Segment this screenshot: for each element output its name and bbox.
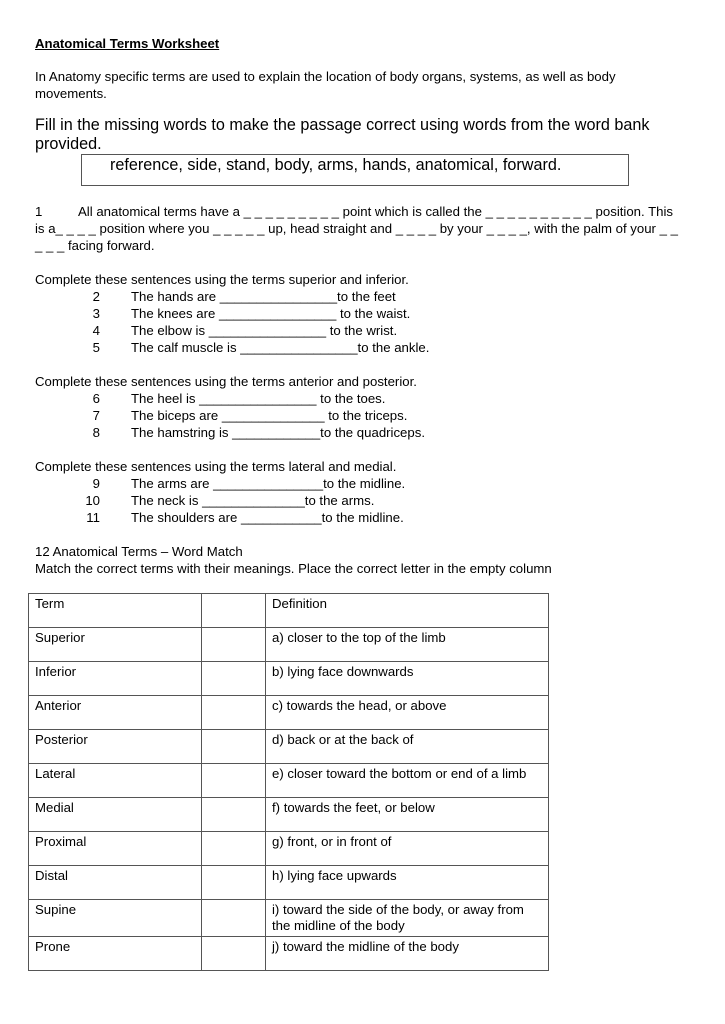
definition-cell: a) closer to the top of the limb bbox=[266, 628, 549, 662]
definition-cell: g) front, or in front of bbox=[266, 832, 549, 866]
table-row bbox=[29, 866, 549, 900]
table-row bbox=[29, 628, 549, 662]
word-bank-box: reference, side, stand, body, arms, hands, anatomical, forward. bbox=[81, 154, 629, 186]
answer-cell[interactable] bbox=[202, 832, 266, 866]
question-text: The shoulders are ___________to the midline. bbox=[131, 510, 404, 525]
term-cell: Posterior bbox=[29, 730, 202, 764]
question-number: 10 bbox=[85, 493, 100, 508]
table-row bbox=[29, 730, 549, 764]
question-number: 3 bbox=[92, 306, 100, 321]
question-row bbox=[35, 288, 685, 305]
question-number: 7 bbox=[92, 408, 100, 423]
question-text: The hands are ________________to the feet bbox=[131, 289, 396, 304]
table-header-row bbox=[29, 594, 549, 628]
term-cell: Prone bbox=[29, 937, 202, 971]
term-header: Term bbox=[29, 594, 202, 628]
question-row bbox=[35, 305, 685, 322]
worksheet-page bbox=[35, 36, 685, 577]
question-row bbox=[35, 407, 685, 424]
answer-cell[interactable] bbox=[202, 900, 266, 937]
question-number: 4 bbox=[92, 323, 100, 338]
definition-cell: j) toward the midline of the body bbox=[266, 937, 549, 971]
section-instructions: Complete these sentences using the terms anterior and posterior. bbox=[35, 374, 417, 389]
question-text: The biceps are ______________ to the triceps. bbox=[131, 408, 408, 423]
question-row bbox=[35, 322, 685, 339]
question-number: 9 bbox=[92, 476, 100, 491]
word-match-table bbox=[28, 593, 549, 971]
term-cell: Medial bbox=[29, 798, 202, 832]
question-row bbox=[35, 475, 685, 492]
term-cell: Lateral bbox=[29, 764, 202, 798]
table-row bbox=[29, 900, 549, 937]
definition-cell: h) lying face upwards bbox=[266, 866, 549, 900]
question-1 bbox=[35, 203, 685, 254]
definition-cell: e) closer toward the bottom or end of a limb bbox=[266, 764, 549, 798]
definition-cell: i) toward the side of the body, or away from the midline of the body bbox=[266, 900, 549, 937]
table-row bbox=[29, 764, 549, 798]
definition-header: Definition bbox=[266, 594, 549, 628]
answer-cell[interactable] bbox=[202, 696, 266, 730]
question-text: The hamstring is ____________to the quadriceps. bbox=[131, 425, 425, 440]
question-1-number: 1 bbox=[35, 204, 43, 219]
table-row bbox=[29, 937, 549, 971]
question-number: 8 bbox=[92, 425, 100, 440]
question-text: The elbow is ________________ to the wrist. bbox=[131, 323, 398, 338]
term-cell: Proximal bbox=[29, 832, 202, 866]
answer-cell[interactable] bbox=[202, 937, 266, 971]
table-row bbox=[29, 662, 549, 696]
section-instructions: Complete these sentences using the terms superior and inferior. bbox=[35, 272, 409, 287]
definition-cell: b) lying face downwards bbox=[266, 662, 549, 696]
question-number: 11 bbox=[86, 510, 100, 525]
question-number: 6 bbox=[92, 391, 100, 406]
answer-cell[interactable] bbox=[202, 798, 266, 832]
question-row bbox=[35, 390, 685, 407]
question-text: The neck is ______________to the arms. bbox=[131, 493, 375, 508]
term-cell: Anterior bbox=[29, 696, 202, 730]
table-row bbox=[29, 832, 549, 866]
question-text: The knees are ________________ to the waist. bbox=[131, 306, 411, 321]
table-row bbox=[29, 696, 549, 730]
word-match-title: 12 Anatomical Terms – Word Match bbox=[35, 544, 243, 559]
answer-cell[interactable] bbox=[202, 730, 266, 764]
term-cell: Distal bbox=[29, 866, 202, 900]
section-instructions: Complete these sentences using the terms lateral and medial. bbox=[35, 459, 397, 474]
question-text: The arms are _______________to the midline. bbox=[131, 476, 406, 491]
term-cell: Supine bbox=[29, 900, 202, 937]
question-row bbox=[35, 424, 685, 441]
word-match-instructions: Match the correct terms with their meanings. Place the correct letter in the empty column bbox=[35, 561, 552, 576]
fill-in-heading: Fill in the missing words to make the passage correct using words from the word bank provided. bbox=[35, 116, 650, 153]
table-row bbox=[29, 798, 549, 832]
term-cell: Superior bbox=[29, 628, 202, 662]
question-text: The heel is ________________ to the toes. bbox=[131, 391, 386, 406]
worksheet-title: Anatomical Terms Worksheet bbox=[35, 36, 220, 51]
sentence-sections bbox=[35, 271, 685, 526]
definition-cell: f) towards the feet, or below bbox=[266, 798, 549, 832]
answer-cell[interactable] bbox=[202, 764, 266, 798]
question-text: The calf muscle is ________________to the ankle. bbox=[131, 340, 430, 355]
question-row bbox=[35, 339, 685, 356]
question-number: 2 bbox=[92, 289, 100, 304]
answer-cell[interactable] bbox=[202, 866, 266, 900]
answer-cell[interactable] bbox=[202, 662, 266, 696]
question-row bbox=[35, 492, 685, 509]
question-row bbox=[35, 509, 685, 526]
answer-cell[interactable] bbox=[202, 628, 266, 662]
answer-header bbox=[202, 594, 266, 628]
term-cell: Inferior bbox=[29, 662, 202, 696]
intro-paragraph: In Anatomy specific terms are used to explain the location of body organs, systems, as well as body movements. bbox=[35, 69, 616, 101]
definition-cell: c) towards the head, or above bbox=[266, 696, 549, 730]
question-1-text: All anatomical terms have a _ _ _ _ _ _ _ _ _ point which is called the _ _ _ _ _ _ _ _ _ _ position. This is a_ _ _ _ position where you _ _ _ _ _ up, head straight and _ _ _ _ by your _ _ _ _, with the palm of your _ _ _ _ _ facing forward. bbox=[35, 204, 678, 253]
definition-cell: d) back or at the back of bbox=[266, 730, 549, 764]
question-number: 5 bbox=[92, 340, 100, 355]
